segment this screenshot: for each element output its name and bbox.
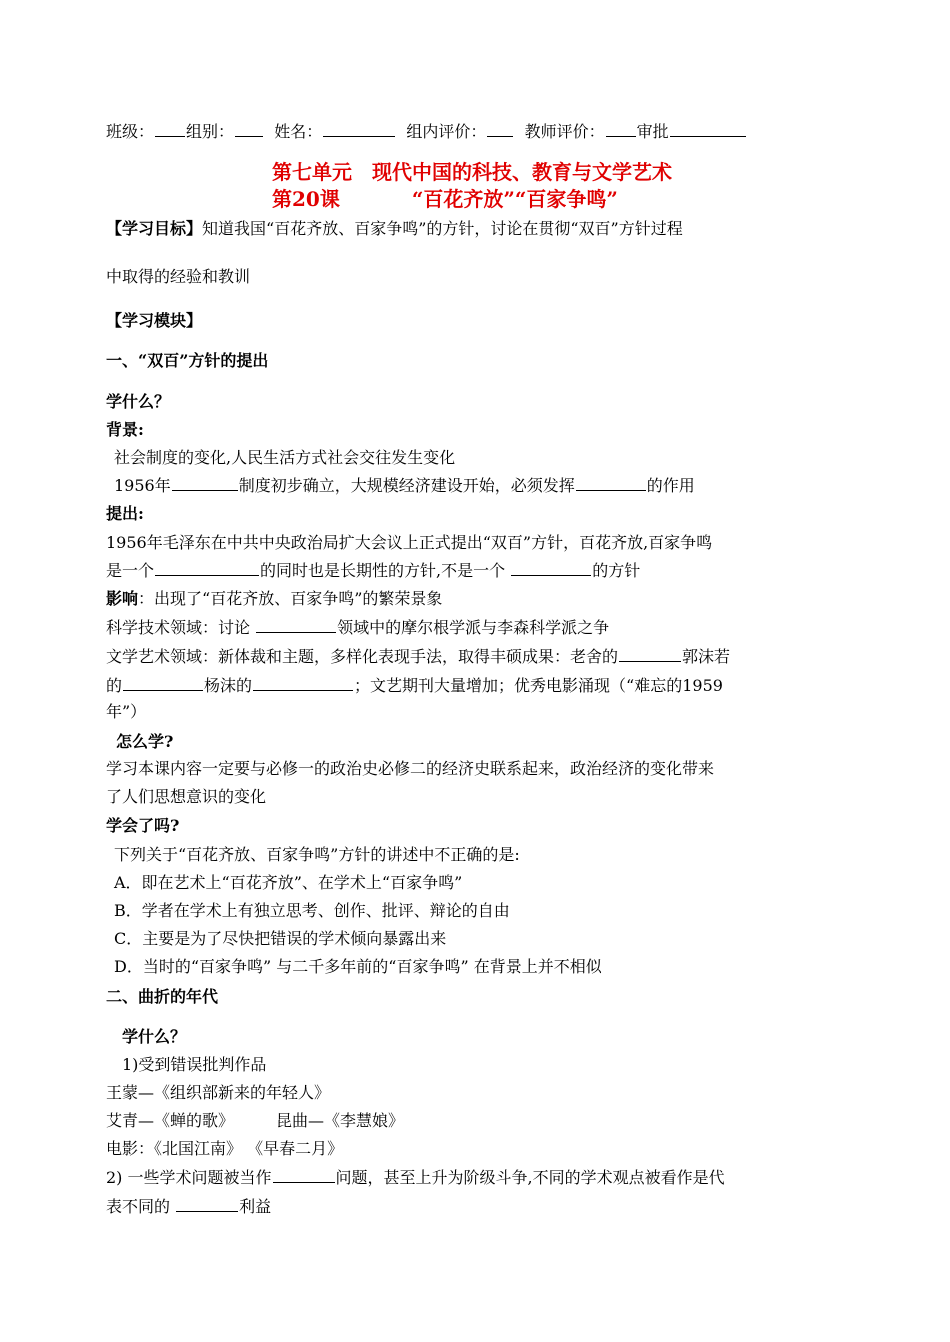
goal-text-1: 知道我国“百花齐放、百家争鸣”的方针，讨论在贯彻“双百”方针过程	[202, 219, 683, 238]
section2-heading: 二、曲折的年代	[106, 987, 219, 1006]
work-wangmeng: 王蒙—《组织部新来的年轻人》	[106, 1083, 331, 1102]
work-aiqing-kunqu: 艾青—《蝉的歌》 昆曲—《李慧娘》	[106, 1111, 405, 1130]
name-label: 姓名：	[274, 122, 323, 141]
academic-issue-line-1: 2) 一些学术问题被当作 问题，甚至上升为阶级斗争,不同的学术观点被看作是代	[106, 1168, 725, 1187]
learned-label: 学会了吗?	[106, 816, 180, 835]
how-label: 怎么学?	[116, 732, 174, 751]
propose-line-1: 1956年毛泽东在中共中央政治局扩大会议上正式提出“双百”方针，百花齐放,百家争鸣	[106, 533, 713, 552]
background-label: 背景:	[106, 420, 144, 439]
teacher-eval-label: 教师评价：	[524, 122, 605, 141]
group-field[interactable]	[235, 121, 263, 137]
propose-line-2: 是一个 的同时也是长期性的方针,不是一个 的方针	[106, 561, 641, 580]
header-line	[106, 121, 848, 143]
how-line-2: 了人们思想意识的变化	[106, 787, 267, 806]
section1-what: 学什么？	[106, 392, 171, 411]
name-field[interactable]	[323, 121, 395, 137]
peer-eval-label: 组内评价：	[406, 122, 487, 141]
blank-political[interactable]	[273, 1167, 335, 1183]
goal-text-2: 中取得的经验和教训	[106, 267, 251, 286]
work-films: 电影：《北国江南》 《早春二月》	[106, 1139, 344, 1158]
approve-label: 审批	[636, 122, 669, 141]
approve-field[interactable]	[670, 121, 746, 137]
blank-guomoruo-work[interactable]	[123, 675, 203, 691]
lesson-name: “百花齐放”“百家争鸣”	[411, 187, 618, 211]
option-b[interactable]: B．学者在学术上有独立思考、创作、批评、辩论的自由	[114, 901, 510, 920]
impact-line: 影响：出现了“百花齐放、百家争鸣”的繁荣景象	[106, 589, 443, 608]
blank-temporary[interactable]	[511, 560, 591, 576]
lesson-title	[272, 186, 618, 212]
peer-eval-field[interactable]	[487, 121, 513, 137]
option-c[interactable]: C．主要是为了尽快把错误的学术倾向暴露出来	[114, 929, 447, 948]
background-line-1: 社会制度的变化,人民生活方式社会交往发生变化	[114, 448, 456, 467]
question-stem: 下列关于“百花齐放、百家争鸣”方针的讲述中不正确的是:	[114, 845, 520, 864]
science-line: 科学技术领域：讨论 领域中的摩尔根学派与李森科学派之争	[106, 618, 610, 637]
goal-label: 【学习目标】	[106, 219, 203, 238]
class-field[interactable]	[155, 121, 185, 137]
criticized-works-item: 1)受到错误批判作品	[122, 1055, 267, 1074]
art-line-1: 文学艺术领域：新体裁和主题，多样化表现手法，取得丰硕成果：老舍的 郭沫若	[106, 647, 731, 666]
option-d[interactable]: D．当时的“百家争鸣” 与二千多年前的“百家争鸣” 在背景上并不相似	[114, 957, 602, 976]
group-label: 组别：	[186, 122, 235, 141]
background-line-2: 1956年 制度初步确立，大规模经济建设开始，必须发挥 的作用	[114, 476, 695, 495]
blank-fundamental[interactable]	[155, 560, 259, 576]
blank-class[interactable]	[176, 1196, 238, 1212]
impact-label: 影响	[106, 589, 139, 608]
section2-what: 学什么？	[122, 1027, 187, 1046]
blank-laoshe-work[interactable]	[619, 646, 681, 662]
blank-system[interactable]	[172, 475, 238, 491]
section1-heading: 一、“双百”方针的提出	[106, 351, 269, 370]
lesson-number: 第20课	[272, 187, 340, 211]
art-line-2: 的 杨沫的 ；文艺期刊大量增加；优秀电影涌现（“难忘的1959	[106, 676, 723, 695]
class-label: 班级：	[106, 122, 155, 141]
learning-goal	[106, 218, 848, 240]
teacher-eval-field[interactable]	[606, 121, 636, 137]
blank-field[interactable]	[256, 617, 336, 633]
module-label: 【学习模块】	[106, 311, 203, 330]
unit-title: 第七单元 现代中国的科技、教育与文学艺术	[272, 160, 672, 184]
blank-role[interactable]	[576, 475, 646, 491]
blank-yangmo-work[interactable]	[253, 675, 353, 691]
propose-label: 提出:	[106, 504, 144, 523]
academic-issue-line-2: 表不同的 利益	[106, 1197, 272, 1216]
option-a[interactable]: A．即在艺术上“百花齐放”、在学术上“百家争鸣”	[114, 873, 463, 892]
art-line-3: 年”）	[106, 702, 147, 721]
how-line-1: 学习本课内容一定要与必修一的政治史必修二的经济史联系起来，政治经济的变化带来	[106, 759, 715, 778]
